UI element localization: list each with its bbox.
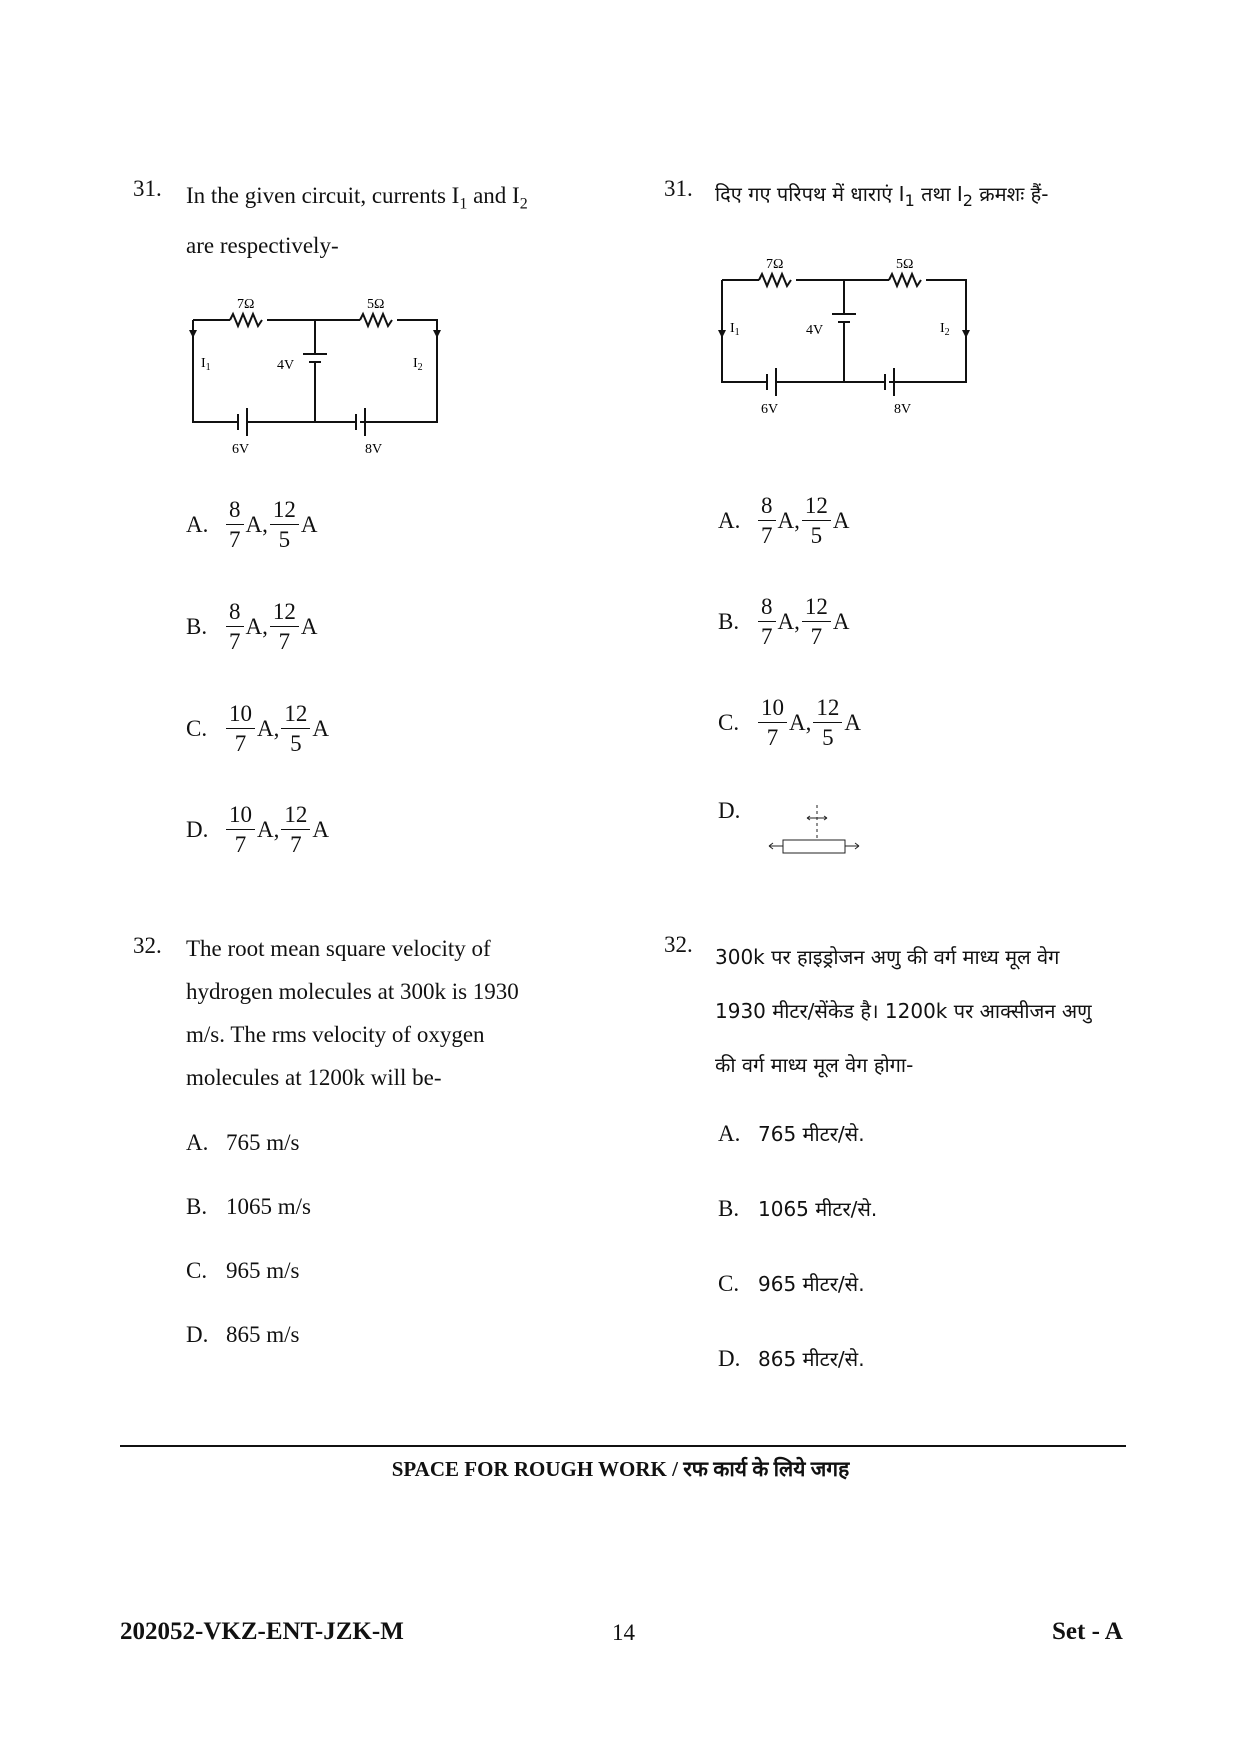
divider-line xyxy=(120,1445,1126,1447)
q32-number: 32. xyxy=(133,933,162,958)
q31-hi-option-c[interactable]: C. $\frac{10}{7}$ A, $\frac{12}{5}$ A xyxy=(718,695,861,750)
fraction: $\frac{8}{7}$ xyxy=(226,498,244,551)
fraction: $\frac{10}{7}$ xyxy=(226,803,255,856)
rough-work-heading: SPACE FOR ROUGH WORK / रफ कार्य के लिये जगह xyxy=(391,1457,850,1481)
svg-text:8V: 8V xyxy=(894,402,912,417)
svg-text:I1: $I_1$ xyxy=(730,321,740,338)
stray-figure-icon xyxy=(755,800,875,860)
svg-text:6V: 6V xyxy=(761,402,779,417)
resistor-5-ohm xyxy=(360,314,392,326)
svg-text:5Ω: 5Ω xyxy=(896,257,914,272)
set-label: Set - A xyxy=(1052,1618,1123,1645)
q32-hi-option-d[interactable]: D. 865 मीटर/से. xyxy=(718,1345,865,1371)
label-6v: 6V xyxy=(232,442,250,457)
q32-option-c[interactable]: C. 965 m/s xyxy=(186,1258,300,1283)
paper-code: 202052-VKZ-ENT-JZK-M xyxy=(120,1618,404,1645)
q32-hi-option-b[interactable]: B. 1065 मीटर/से. xyxy=(718,1195,878,1221)
q31-option-d[interactable]: D. $\frac{10}{7}$ A, $\frac{12}{7}$ A xyxy=(186,802,329,857)
q32-hi-text: 300k पर हाइड्रोजन अणु की वर्ग माध्य मूल वेग 1930 मीटर/सेंकेड है। 1200k पर आक्सीजन अणु की वर्ग माध्य मूल वेग होगा- xyxy=(715,945,1092,1077)
label-i1: $I_1$ xyxy=(201,356,211,373)
q31-hi-number: 31. xyxy=(664,176,693,201)
svg-text:4V: 4V xyxy=(806,323,824,338)
fraction: $\frac{12}{5}$ xyxy=(270,498,299,551)
q32-text: The root mean square velocity of hydrogen molecules at 300k is 1930 m/s. The rms velocity of oxygen molecules at 1200k will be- xyxy=(186,936,519,1090)
fraction: $\frac{12}{7}$ xyxy=(270,600,299,653)
label-5-ohm: 5Ω xyxy=(367,297,385,312)
q31-hi-option-a[interactable]: A. $\frac{8}{7}$ A, $\frac{12}{5}$ A xyxy=(718,493,850,548)
fraction: $\frac{10}{7}$ xyxy=(226,702,255,755)
q31-option-a[interactable]: A. $\frac{8}{7}$ A, $\frac{12}{5}$ A xyxy=(186,497,318,552)
q31-option-c[interactable]: C. $\frac{10}{7}$ A, $\frac{12}{5}$ A xyxy=(186,701,329,756)
q31-hi-circuit-diagram xyxy=(714,250,974,420)
q32-option-a[interactable]: A. 765 m/s xyxy=(186,1130,300,1155)
q32-hi-option-a[interactable]: A. 765 मीटर/से. xyxy=(718,1120,865,1146)
q31-hi-option-b[interactable]: B. $\frac{8}{7}$ A, $\frac{12}{7}$ A xyxy=(718,594,850,649)
fraction: $\frac{12}{7}$ xyxy=(281,803,310,856)
q31-hi-option-d[interactable]: D. xyxy=(718,798,741,823)
svg-text:7Ω: 7Ω xyxy=(766,257,784,272)
fraction: $\frac{12}{5}$ xyxy=(281,702,310,755)
q31-number: 31. xyxy=(133,176,162,201)
q32-option-d[interactable]: D. 865 m/s xyxy=(186,1322,300,1347)
q31-option-b[interactable]: B. $\frac{8}{7}$ A, $\frac{12}{7}$ A xyxy=(186,599,318,654)
q32-hi-number: 32. xyxy=(664,932,693,957)
q31-text-line1: In the given circuit, currents $I_1$ and $I_2$ xyxy=(186,183,528,213)
q32-option-b[interactable]: B. 1065 m/s xyxy=(186,1194,311,1219)
fraction: $\frac{8}{7}$ xyxy=(226,600,244,653)
q31-text-line2: are respectively- xyxy=(186,233,339,258)
label-i2: $I_2$ xyxy=(413,356,423,373)
svg-text:I2: $I_2$ xyxy=(940,321,950,338)
q31-circuit-diagram xyxy=(185,290,445,460)
q31-hi-text: दिए गए परिपथ में धाराएं $I_1$ तथा $I_2$ क्रमशः हैं- xyxy=(715,182,1049,210)
page-number: 14 xyxy=(612,1620,635,1645)
label-7-ohm: 7Ω xyxy=(237,297,255,312)
resistor-7-ohm xyxy=(230,314,262,326)
label-8v: 8V xyxy=(365,442,383,457)
label-4v: 4V xyxy=(277,358,295,373)
q32-hi-option-c[interactable]: C. 965 मीटर/से. xyxy=(718,1270,865,1296)
